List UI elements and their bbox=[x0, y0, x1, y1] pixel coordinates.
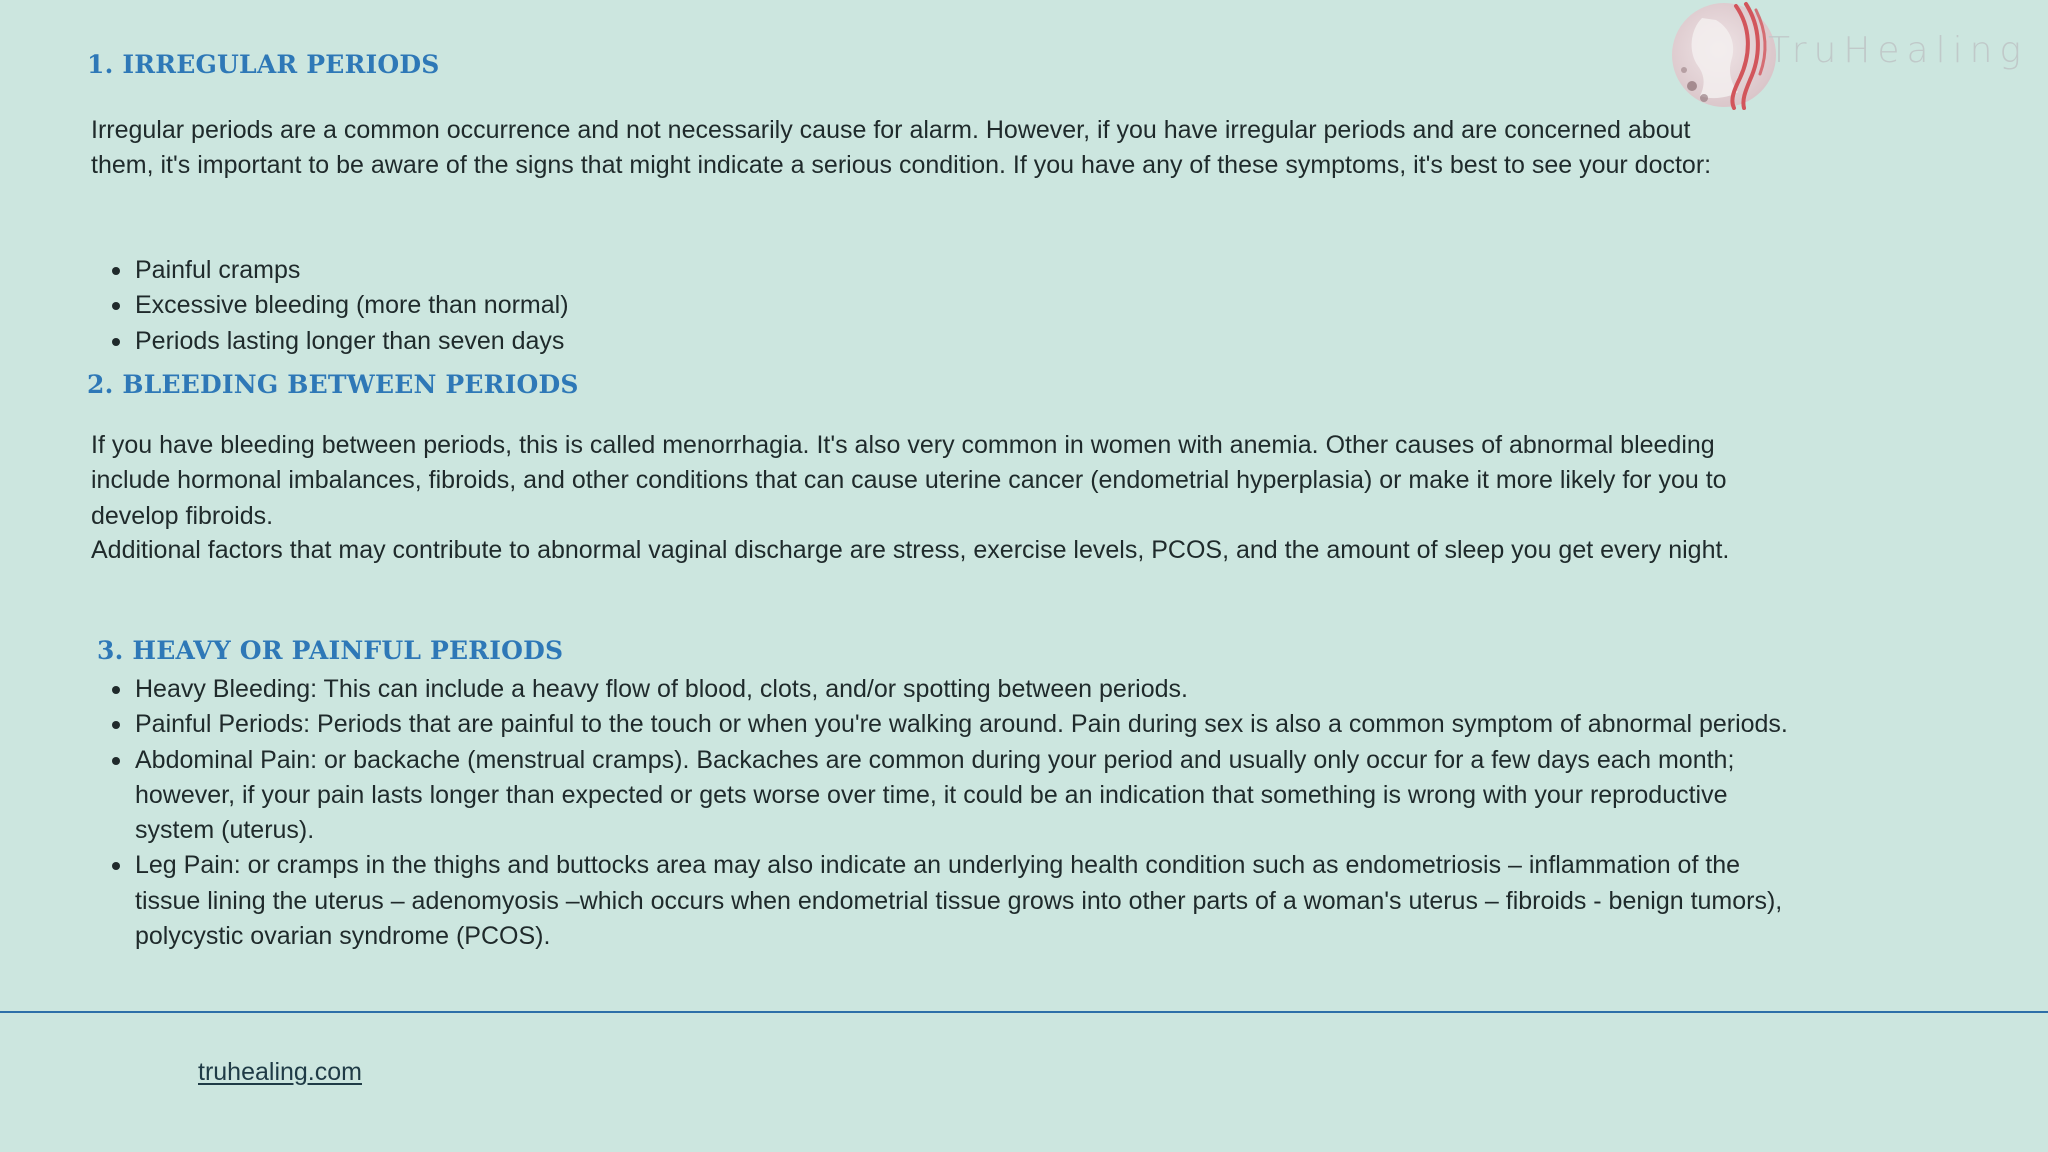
symptom-list bbox=[91, 253, 1791, 359]
brand-name: TruHealing bbox=[1768, 30, 2029, 71]
head-silhouette-logo-icon bbox=[1668, 0, 1780, 110]
section-paragraph: Additional factors that may contribute to abnormal vaginal discharge are stress, exercise levels, PCOS, and the amount of sleep you get every night. bbox=[91, 536, 1730, 564]
list-item: Excessive bleeding (more than normal) bbox=[91, 288, 1791, 323]
section-heading: 1. IRREGULAR PERIODS bbox=[87, 50, 440, 79]
brand-logo bbox=[1668, 0, 2028, 110]
list-item: Painful Periods: Periods that are painful to the touch or when you're walking around. Pain during sex is also a common symptom of abnormal periods. bbox=[91, 707, 1791, 742]
list-item: Leg Pain: or cramps in the thighs and buttocks area may also indicate an underlying health condition such as endometriosis – inflammation of the tissue lining the uterus – adenomyosis –which occurs when endometrial tissue grows into other parts of a woman's uterus – fibroids - benign tumors), polycystic ovarian syndrome (PCOS). bbox=[91, 848, 1791, 954]
list-item: Abdominal Pain: or backache (menstrual cramps). Backaches are common during your period and usually only occur for a few days each month; however, if your pain lasts longer than expected or gets worse over time, it could be an indication that something is wrong with your reproductive system (uterus). bbox=[91, 743, 1791, 849]
website-link[interactable]: truhealing.com bbox=[198, 1058, 362, 1086]
footer-divider bbox=[0, 1011, 2048, 1013]
section-heading: 2. BLEEDING BETWEEN PERIODS bbox=[87, 370, 579, 399]
section-paragraph: If you have bleeding between periods, this is called menorrhagia. It's also very common in women with anemia. Other causes of abnormal bleeding include hormonal imbalances, fibroids, and other conditions that can cause uterine cancer (endometrial hyperplasia) or make it more likely for you to develop fibroids. bbox=[91, 431, 1727, 530]
section-paragraph: Irregular periods are a common occurrence and not necessarily cause for alarm. However, if you have irregular periods and are concerned about them, it's important to be aware of the signs that might indicate a serious condition. If you have any of these symptoms, it's best to see your doctor: bbox=[91, 116, 1712, 180]
list-item: Heavy Bleeding: This can include a heavy flow of blood, clots, and/or spotting between periods. bbox=[91, 672, 1791, 707]
list-item: Periods lasting longer than seven days bbox=[91, 324, 1791, 359]
symptom-list bbox=[91, 672, 1791, 954]
section-heading: 3. HEAVY OR PAINFUL PERIODS bbox=[97, 636, 564, 665]
list-item: Painful cramps bbox=[91, 253, 1791, 288]
